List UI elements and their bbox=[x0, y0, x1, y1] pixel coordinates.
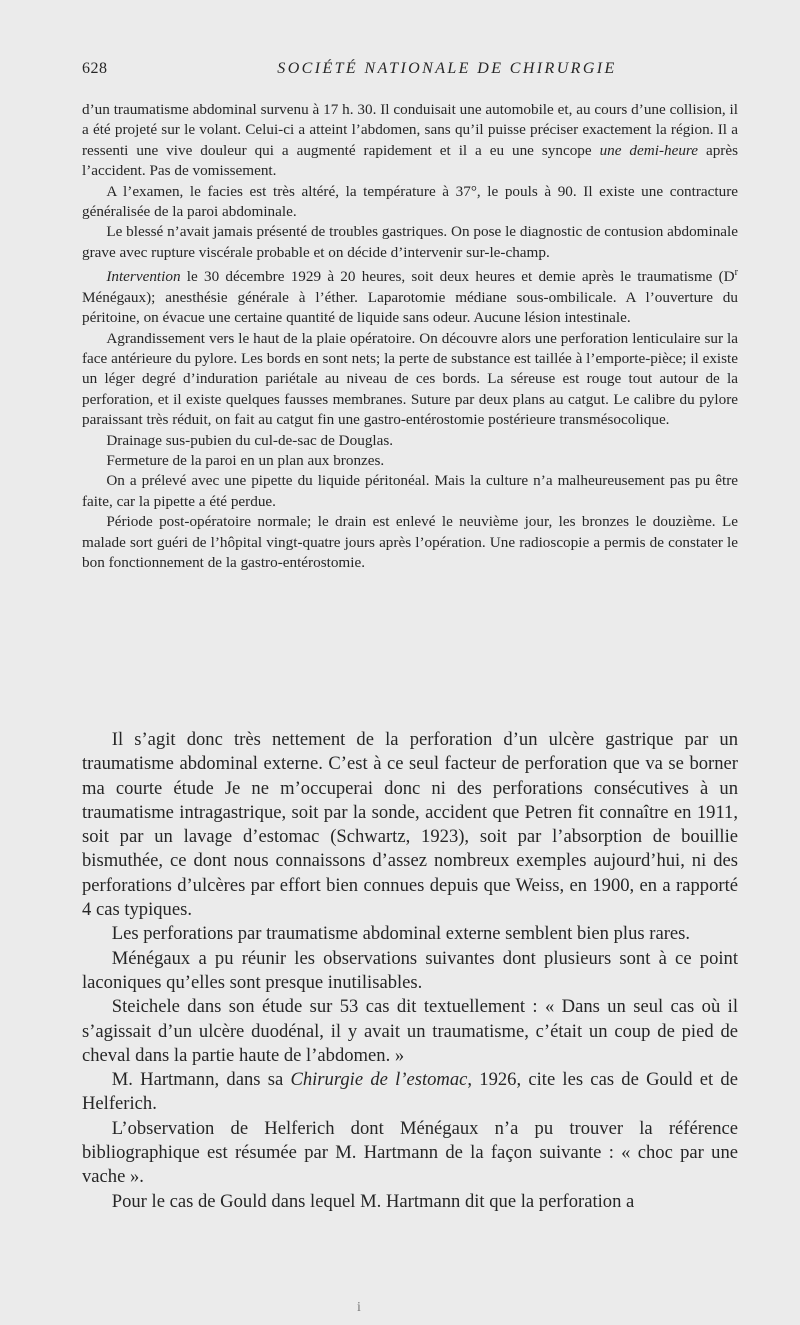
paragraph: Il s’agit donc très nettement de la perforation d’un ulcère gastrique par un traumatisme abdominal externe. C’est à ce seul facteur de perforation que va se borner ma courte étude Je ne m’occuperai donc ni des perforations consécutives à un traumatisme intragastrique, soit par la sonde, accident que Petren fit connaître en 1911, soit par un lavage d’estomac (Schwartz, 1923), soit par l’absorption de bouillie bismuthée, ce dont nous connaissons d’assez nombreux exemples aujourd’hui, ni des perforations d’ulcères par effort bien connues depuis que Weiss, en 1900, en a rapporté 4 cas typiques. bbox=[82, 729, 738, 921]
paragraph: Fermeture de la paroi en un plan aux bronzes. bbox=[106, 451, 385, 469]
superscript: r bbox=[734, 267, 738, 279]
paragraph: Ménégaux a pu réunir les observations suivantes dont plusieurs sont à ce point laconiques qu’elles sont presque inutilisables. bbox=[82, 947, 738, 993]
paragraph: Steichele dans son étude sur 53 cas dit textuellement : « Dans un seul cas où il s’agissait d’un ulcère duodénal, il y avait un traumatisme, c’était un coup de pied de cheval dans la partie haute de l’abdomen. » bbox=[82, 996, 738, 1066]
italic-text: Chirurgie de l’estomac bbox=[290, 1069, 468, 1091]
paragraph: Drainage sus-pubien du cul-de-sac de Douglas. bbox=[106, 431, 394, 449]
paragraph bbox=[82, 100, 738, 182]
discussion-section bbox=[82, 728, 738, 1214]
paragraph: On a prélevé avec une pipette du liquide péritonéal. Mais la culture n’a malheureusement pas pu être faite, car la pipette a été perdue. bbox=[82, 472, 738, 510]
running-title: SOCIÉTÉ NATIONALE DE CHIRURGIE bbox=[277, 60, 617, 77]
footer-mark: i bbox=[357, 1300, 361, 1315]
paragraph bbox=[82, 263, 738, 328]
text-run: , 1926, cite les cas de Gould et de Helferich. bbox=[82, 1069, 738, 1115]
text-run: Ménégaux); anesthésie générale à l’éther. Laparotomie médiane sous-ombilicale. A l’ouverture du péritoine, on évacue une certaine quantité de liquide sans odeur. Aucune lésion intestinale. bbox=[82, 288, 738, 327]
text-run: après l’accident. Pas de vomissement. bbox=[82, 141, 739, 180]
paragraph: Agrandissement vers le haut de la plaie opératoire. On découvre alors une perforation lenticulaire sur la face antérieure du pylore. Les bords en sont nets; la perte de substance est taillée à l’emporte-pièce; il existe un léger degré d’induration pariétale au niveau de ces bords. La séreuse est rouge tout autour de la perforation, et il existe quelques fausses membranes. Suture par deux plans au catgut. Le calibre du pylore paraissant très réduit, on fait au catgut fin une gastro-entérostomie postérieure transmésocolique. bbox=[82, 329, 738, 429]
text-run: d’un traumatisme abdominal survenu à 17 h. 30. Il conduisait une automobile et, au cours d’une collision, il a été projeté sur le volant. Celui-ci a atteint l’abdomen, sans qu’il puisse préciser exactement la région. Il a ressenti une vive douleur qui a augmenté rapidement et il a eu une syncope bbox=[82, 101, 738, 159]
text-run: M. Hartmann, dans sa bbox=[111, 1069, 284, 1091]
paragraph: Période post-opératoire normale; le drain est enlevé le neuvième jour, les bronzes le douzième. Le malade sort guéri de l’hôpital vingt-quatre jours après l’opération. Une radioscopie a permis de constater le bon fonctionnement de la gastro-entérostomie. bbox=[82, 513, 738, 571]
italic-text: une demi-heure bbox=[599, 141, 699, 159]
paragraph: L’observation de Helferich dont Ménégaux n’a pu trouver la référence bibliographique est résumée par M. Hartmann de la façon suivante : « choc par une vache ». bbox=[82, 1117, 738, 1188]
page-number: 628 bbox=[82, 60, 108, 77]
paragraph: A l’examen, le facies est très altéré, la température à 37°, le pouls à 90. Il existe une contracture généralisée de la paroi abdominale. bbox=[82, 182, 738, 221]
paragraph: Pour le cas de Gould dans lequel M. Hartmann dit que la perforation a bbox=[111, 1190, 635, 1212]
case-report-section bbox=[82, 100, 738, 573]
paragraph: Le blessé n’avait jamais présenté de troubles gastriques. On pose le diagnostic de contusion abdominale grave avec rupture viscérale probable et on décide d’intervenir sur-le-champ. bbox=[82, 223, 738, 261]
text-run: le 30 décembre 1929 à 20 heures, soit deux heures et demie après le traumatisme (D bbox=[186, 268, 735, 286]
paragraph: Les perforations par traumatisme abdominal externe semblent bien plus rares. bbox=[111, 923, 691, 945]
italic-text: Intervention bbox=[106, 268, 181, 286]
page-header bbox=[82, 60, 742, 84]
paragraph bbox=[82, 1068, 738, 1117]
